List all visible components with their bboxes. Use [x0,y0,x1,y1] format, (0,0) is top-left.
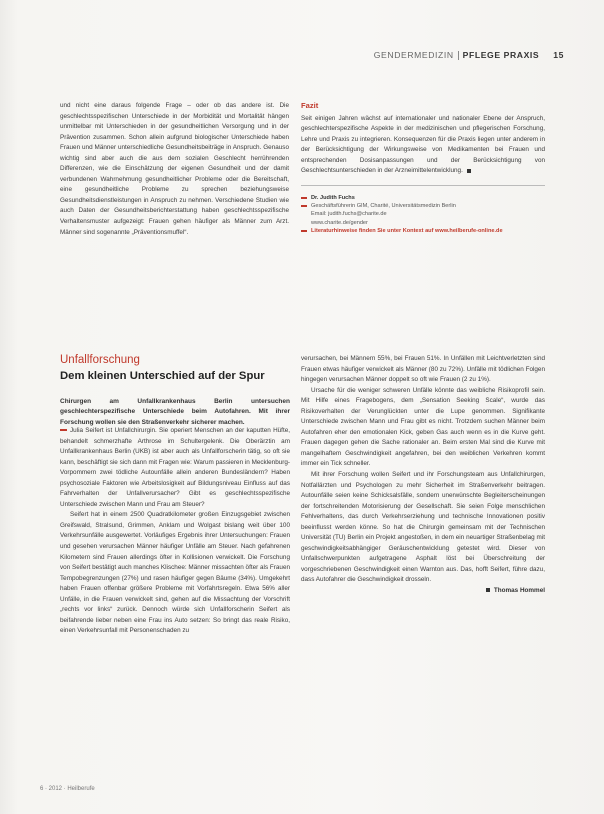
header-category: PFLEGE PRAXIS [462,50,540,60]
page-footer: 6 · 2012 · Heilberufe [40,786,95,792]
red-dash-icon [60,429,67,431]
red-dash-icon [301,205,307,207]
end-mark-icon [467,169,471,173]
header-section: GENDERMEDIZIN [373,50,454,60]
literature-link[interactable]: Literaturhinweise finden Sie unter Kontext auf www.heilberufe-online.de [311,228,503,235]
article-lead: Chirurgen am Unfallkrankenhaus Berlin untersuchen geschlechterspezifische Unterschiede beim Autofahren. Mit ihrer Forschung wollen sie den Straßenverkehr sicherer machen. [60,398,290,426]
body-paragraph: Ursache für die weniger schweren Unfälle könnte das weibliche Risikoprofil sein. Mit Hilfe eines Fragebogens, dem „Sensation Seeking Scale“, wurde das Risikoverhalten der Verunglückten unter die Lupe genommen. Signifikante Unterschiede zwischen Mann und Frau gibt es nicht. Trotzdem suchen Männer beim Autofahren eher den emotionalen Kick, geben Gas auch wenn es in die Kurve geht. Frauen dagegen gehen die Sache rationaler an. Beim ersten Mal sind die Kurve mit mangelhaftem Geschwindigkeit angefahren, bei den weiblichen Verkehren kommt immer ein Tick schneller. [301,386,545,468]
column-right-top [301,101,545,235]
author-email[interactable]: Email: judith.fuchs@charite.de [311,211,387,218]
article-column-right [301,354,545,597]
red-dash-icon [301,230,307,232]
body-paragraph: und nicht eine daraus folgende Frage – oder ob das andere ist. Die geschlechtsspezifischen Unterschiede in der Morbidität und Mortalität hängen unmittelbar mit Unterschieden in der gesundheitlichen Versorgung und in der Prävention zusammen. Schon allein aufgrund biologischer Unterschiede haben Frauen und Männer unterschiedliche Gesundheitsbeiträge in Anspruch. Genauso wichtig sind aber auch die aus dem sozialen Geschlecht herrührenden Differenzen, wie die Einschätzung der eigenen Gesundheit und der damit verbundenen Wahrnehmung gesundheitlicher Probleme oder die Bereitschaft, eine gesundheitliche Probleme zu sprechen beziehungsweise Gesundheitsdienstleistungen in Anspruch zu nehmen. Verschiedene Studien wie auch Daten der Gesundheitsberichterstattung haben geschlechtsspezifische Verhaltensmuster aufgezeigt: Frauen gehen häufiger als Männer zum Arzt. Männer sind sogenannte „Präventionsmuffel“. [60,102,289,236]
divider [301,185,545,186]
article-column-left [60,426,290,637]
article-kicker: Unfallforschung [60,354,140,366]
body-paragraph: Mit ihrer Forschung wollen Seifert und ihr Forschungsteam aus Unfallchirurgen, Notfallärzten und Psychologen zu mehr Sicherheit im Straßenverkehr beitragen. Autounfälle seien keine Schicksalsfälle, sondern unerwünschte Begleiterscheinungen der fortschreitenden Motorisierung der Gesellschaft. Sie seien Folge menschlichen Fehlverhaltens, das durch Verkehrserziehung und technische Innovationen positiv beeinflusst werden könne. So hat die Chirurgin gemeinsam mit der Technischen Universität (TU) Berlin ein Projekt angestoßen, in dem ein neuartiger Straßenbelag mit geschwindigkeitsabhängiger Geräuschentwicklung getestet wird. Dieser von Unfallschwerpunkten aufgetragene Asphalt löst bei Überschreitung der vorgeschriebenen Geschwindigkeit einen Warnton aus. Das, hofft Seifert, führe dazu, dass Autofahrer die Geschwindigkeit drosseln. [301,471,545,584]
fazit-heading: Fazit [301,101,319,110]
article-title: Dem kleinen Unterschied auf der Spur [60,370,265,382]
author-role: Geschäftsführerin GIM, Charité, Universitätsmedizin Berlin [311,203,456,210]
red-dash-icon [301,197,307,199]
fazit-text: Seit einigen Jahren wächst auf internationaler und nationaler Ebene der Anspruch, geschlechterspezifische Aspekte in der medizinischen und pflegerischen Forschung, Lehre und Praxis zu integrieren. Konsequenzen für die Praxis liegen unter anderem in der Berücksichtigung der Wirkungsweise von Medikamenten bei Frauen und entsprechenden Dosisanpassungen und der Berücksichtigung von Geschlechtsunterschieden in der Arzneimittelentwicklung. [301,114,545,175]
running-header [374,50,564,60]
end-mark-icon [486,588,490,592]
body-paragraph: Seifert hat in einem 2500 Quadratkilometer großen Einzugsgebiet zwischen Greifswald, Stralsund, Grimmen, Anklam und Wolgast bislang weit über 100 Verkehrsunfälle ausgewertet. Vorläufiges Ergebnis ihrer Untersuchungen: Frauen und gesehen verursachen Männer häufiger Unfälle am Steuer. Nach gefahrenen Kilometern sind Frauen allerdings öfter in Kollisionen verwickelt. Die Forschung von Seifert bestätigt auch manches Klischee: Männer missachten öfter als Frauen Tempobegrenzungen (27%) und rasen häufiger gegen Bäume (34%). Umgekehrt haben Frauen offenbar größere Probleme mit Vorfahrtsregeln. Etwa 56% aller Unfälle, in die Frauen verwickelt sind, gehen auf die Missachtung der Vorschrift „rechts vor links“ zurück. Dennoch würde sich Unfallforscherin Seifert als beifahrende lieber neben eine Frau ins Auto setzen: So bringt das reale Risiko, einen Verkehrsunfall mit Personenschaden zu [60,511,290,635]
author-box [301,194,545,235]
author-web[interactable]: www.charite.de/gender [311,219,368,226]
body-paragraph: Julia Seifert ist Unfallchirurgin. Sie operiert Menschen an der kaputten Hüfte, behandelt schmerzhafte Arthrose im Schultergelenk. Die Oberärztin am Unfallkrankenhaus Berlin (UKB) ist aber auch als Unfallforscherin tätig, so oft sie kann, beschäftigt sie sich dann mit Fragen wie: Warum passieren in Mecklenburg-Vorpommern zwei tödliche Autounfälle allein anderen Bundesländern? Haben psychosoziale Faktoren wie Arbeitslosigkeit auf Bildungsniveau Einfluss auf das Fahrverhalten der Unfallverursacher? Gibt es geschlechtsspezifische Unterschiede zwischen Mann und Frau am Steuer? [60,427,291,508]
page-number: 15 [553,50,564,60]
byline: Thomas Hommel [301,586,545,597]
author-name: Dr. Judith Fuchs [311,194,355,201]
header-divider [458,51,459,60]
body-paragraph: verursachen, bei Männern 55%, bei Frauen 51%. In Unfällen mit Leichtverletzten sind Frauen etwas häufiger verwickelt als Männer (80 zu 72%). Unfälle mit tödlichen Folgen hingegen verursachen Männer doppelt so oft wie Frauen (2 zu 1%). [301,355,545,384]
column-left-top [60,101,289,238]
